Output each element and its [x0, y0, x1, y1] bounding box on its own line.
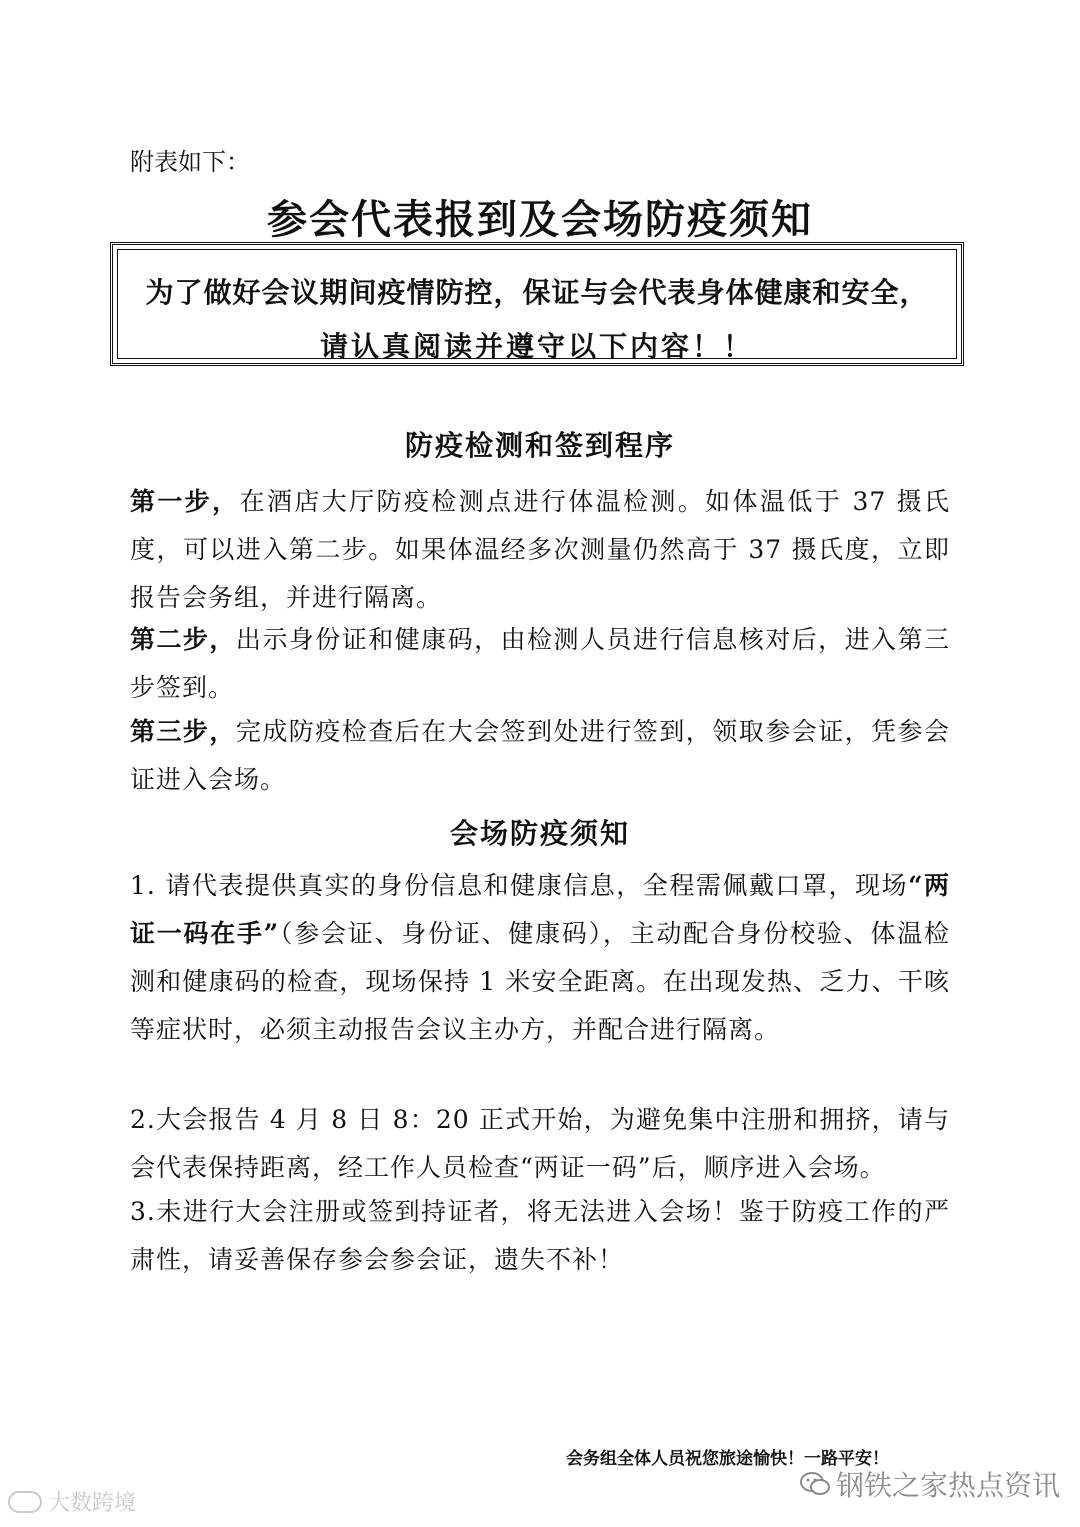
watermark-logo-icon [8, 1491, 42, 1513]
step-label: 第二步， [130, 625, 236, 654]
notice-box [110, 242, 964, 366]
section-title-procedure: 防疫检测和签到程序 [404, 429, 675, 462]
rule-paragraph [130, 1096, 950, 1192]
rule-emphasis: “两证一码在手” [130, 871, 950, 948]
page-title: 参会代表报到及会场防疫须知 [267, 196, 813, 243]
watermark-left [8, 1486, 136, 1517]
step-text: 出示身份证和健康码，由检测人员进行信息核对后，进入第三步签到。 [130, 625, 950, 702]
step-text: 在酒店大厅防疫检测点进行体温检测。如体温低于 37 摄氏度，可以进入第二步。如果体温经多次测量仍然高于 37 摄氏度，立即报告会务组，并进行隔离。 [130, 487, 950, 612]
watermark-left-text: 大数跨境 [48, 1491, 137, 1516]
rule-text: 未进行大会注册或签到持证者，将无法进入会场！鉴于防疫工作的严肃性，请妥善保存参会参会证，遗失不补！ [130, 1197, 950, 1274]
rule-number: 3. [130, 1197, 156, 1226]
rule-number: 1. [130, 871, 166, 900]
step-paragraph [130, 616, 950, 712]
step-paragraph [130, 478, 950, 622]
notice-line-2: 请认真阅读并遵守以下内容！！ [319, 330, 754, 363]
rule-text: 请代表提供真实的身份信息和健康信息，全程需佩戴口罩，现场 [165, 871, 909, 900]
intro-text: 附表如下： [130, 148, 250, 176]
section-title-rules: 会场防疫须知 [449, 817, 630, 850]
footer-greeting: 会务组全体人员祝您旅途愉快！一路平安！ [566, 1449, 889, 1469]
watermark-right-text: 钢铁之家热点资讯 [836, 1469, 1061, 1502]
rule-number: 2. [130, 1105, 156, 1134]
step-paragraph [130, 708, 950, 804]
rule-text: （参会证、身份证、健康码），主动配合身份校验、体温检测和健康码的检查，现场保持 1 米安全距离。在出现发热、乏力、干咳等症状时，必须主动报告会议主办方，并配合进行隔离。 [130, 919, 950, 1044]
notice-line-1: 为了做好会议期间疫情防控，保证与会代表身体健康和安全， [145, 276, 929, 309]
step-text: 完成防疫检查后在大会签到处进行签到，领取参会证，凭参会证进入会场。 [130, 717, 950, 794]
step-label: 第三步， [130, 717, 236, 746]
wechat-icon [800, 1471, 830, 1497]
rule-paragraph [130, 1188, 950, 1284]
rule-paragraph [130, 862, 950, 1054]
watermark-right [800, 1464, 1060, 1504]
rule-text: 大会报告 4 月 8 日 8：20 正式开始，为避免集中注册和拥挤，请与会代表保持距离，经工作人员检查“两证一码”后，顺序进入会场。 [130, 1105, 950, 1182]
step-label: 第一步， [130, 487, 240, 516]
